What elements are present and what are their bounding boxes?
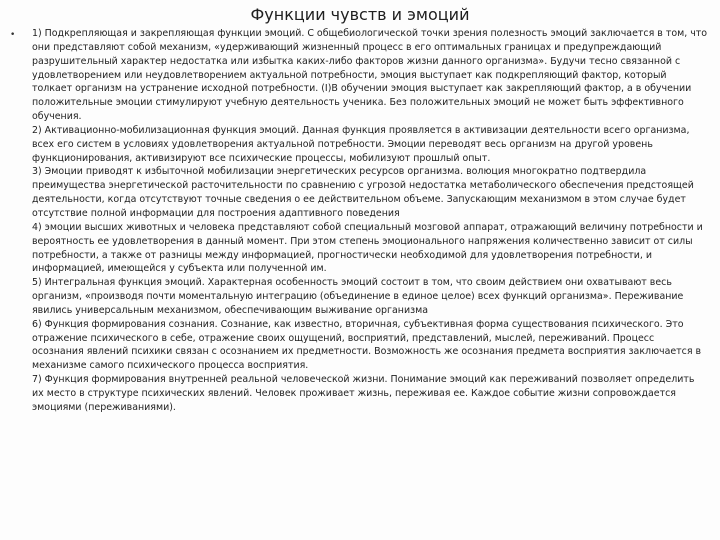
paragraph-1: 1) Подкрепляющая и закрепляющая функции эмоций. С общебиологической точки зрения полезность эмоций заключается в том, что они представляют собой механизм, «удерживающий жизненный процесс в его оптимальных границах и предупреждающий разрушительный характер недостатка или избытка каких-либо факторов жизни данного организма». Будучи тесно связанной с удовлетворением или неудовлетворением актуальной потребности, эмоция выступает как подкрепляющий фактор, который толкает организм на устранение исходной потребности. (I)В обучении эмоция выступает как закрепляющий фактор, а в обучении положительные эмоции стимулируют учебную деятельность ученика. Без положительных эмоций не может быть эффективного обучения. xyxy=(32,28,708,123)
slide-body xyxy=(32,27,708,415)
paragraph-3: 3) Эмоции приводят к избыточной мобилизации энергетических ресурсов организма. волюция многократно подтвердила преимущества энергетической расточительности по сравнению с угрозой недостатка метаболического обеспечения предстоящей деятельности, когда отсутствуют точные сведения о ее действительном объеме. Запускающим механизмом в этом случае будет отсутствие полной информации для построения адаптивного поведения xyxy=(32,166,694,219)
slide-title: Функции чувств и эмоций xyxy=(250,5,470,24)
bullet-icon: • xyxy=(10,30,16,40)
paragraph-4: 4) эмоции высших животных и человека представляют собой специальный мозговой аппарат, отражающий величину потребности и вероятность ее удовлетворения в данный момент. При этом степень эмоционального напряжения количественно зависит от силы потребности, а также от разницы между информацией, прогностически необходимой для удовлетворения потребности, и информацией, имеющейся у субъекта или полученной им. xyxy=(32,221,703,275)
paragraph-7: 7) Функция формирования внутренней реальной человеческой жизни. Понимание эмоций как переживаний позволяет определить их место в структуре психических явлений. Человек проживает жизнь, переживая ее. Каждое событие жизни сопровождается эмоциями (переживаниями). xyxy=(32,374,695,413)
paragraph-6: 6) Функция формирования сознания. Сознание, как известно, вторичная, субъективная форма существования психического. Это отражение психического в себе, отражение своих ощущений, восприятий, представлений, мыслей, переживаний. Процесс осознания явлений психики связан с осознанием их предметности. Возможность же осознания предмета восприятия заключается в механизме самого психического процесса восприятия. xyxy=(32,318,702,372)
paragraph-5: 5) Интегральная функция эмоций. Характерная особенность эмоций состоит в том, что своим действием они охватывают весь организм, «производя почти моментальную интеграцию (объединение в единое целое) всех функций организма». Переживание явились универсальным механизмом, обеспечивающим выживание организма xyxy=(32,277,684,316)
paragraph-2: 2) Активационно-мобилизационная функция эмоций. Данная функция проявляется в активизации деятельности всего организма, всех его систем в условиях удовлетворения актуальной потребности. Эмоции переводят весь организм на другой уровень функционирования, активизируют все психические процессы, мобилизуют прошлый опыт. xyxy=(32,124,690,164)
